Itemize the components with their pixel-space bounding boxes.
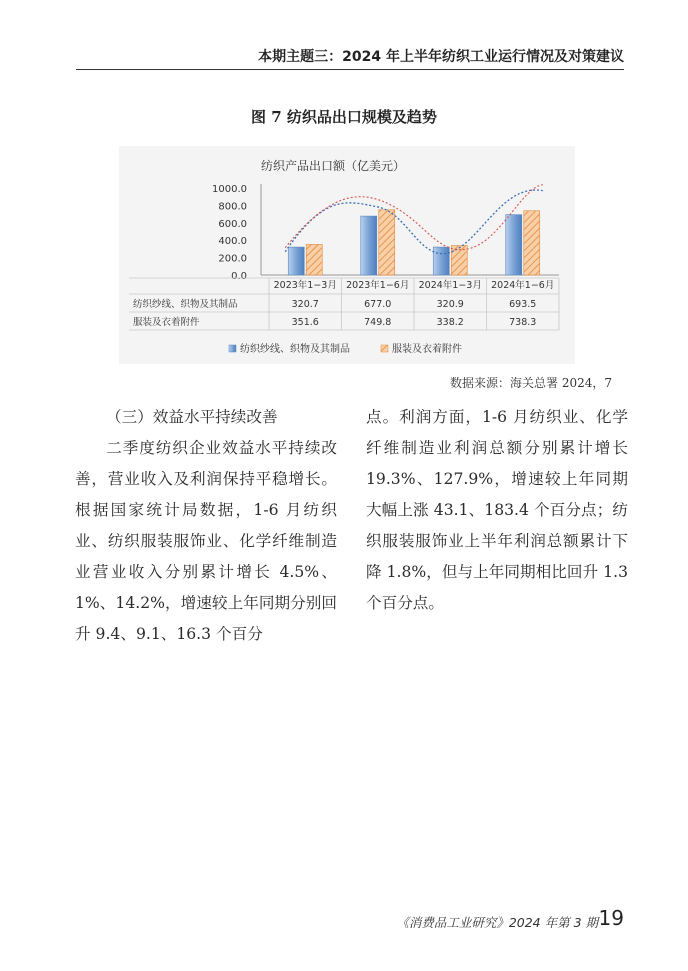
trend-line	[285, 185, 543, 250]
figure-source: 数据来源：海关总署 2024，7	[450, 376, 612, 390]
legend-swatch-textile	[229, 345, 236, 352]
table-value: 738.3	[509, 317, 537, 328]
bar-apparel	[306, 244, 322, 275]
running-header: 本期主题三：2024 年上半年纺织工业运行情况及对策建议	[258, 49, 624, 65]
y-tick-label: 800.0	[218, 201, 247, 213]
page-number: 19	[598, 906, 624, 930]
bar-apparel	[379, 210, 395, 275]
y-tick-label: 0.0	[231, 271, 247, 282]
table-value: 677.0	[364, 299, 392, 310]
left-column	[75, 402, 337, 650]
x-category-label: 2024年1−3月	[418, 280, 482, 291]
figure-title: 图 7 纺织品出口规模及趋势	[251, 108, 437, 126]
y-tick-label: 1000.0	[212, 184, 247, 195]
chart-title: 纺织产品出口额（亿美元）	[261, 159, 406, 173]
bar-apparel	[524, 211, 540, 275]
legend-swatch-apparel	[381, 345, 388, 352]
y-tick-label: 600.0	[218, 218, 247, 230]
table-row-label: 纺织纱线、织物及其制品	[133, 299, 238, 310]
y-tick-label: 400.0	[218, 236, 247, 248]
body-paragraph-continued: 点。利润方面，1-6 月纺织业、化学纤维制造业利润总额分别累计增长 19.3%、127.9%，增速较上年同期大幅上涨 43.1、183.4 个百分点；纺织服装服饰业上半年利润总额累计下降 1.8%，但与上年同期相比回升 1.3 个百分点。	[366, 408, 628, 612]
chart-container	[119, 146, 575, 364]
x-category-label: 2023年1−3月	[273, 280, 337, 291]
table-value: 693.5	[509, 299, 537, 310]
x-category-label: 2023年1−6月	[346, 280, 410, 291]
y-tick-label: 200.0	[218, 253, 247, 265]
legend-label: 服装及衣着附件	[392, 344, 462, 355]
table-value: 749.8	[364, 317, 392, 328]
bar-textile	[506, 215, 522, 275]
bar-textile	[288, 247, 304, 275]
journal-footer: 《消费品工业研究》2024 年第 3 期	[396, 915, 598, 930]
table-value: 320.7	[291, 299, 319, 310]
table-value: 320.9	[436, 299, 464, 310]
header-rule	[76, 69, 624, 70]
trend-line	[285, 190, 543, 254]
x-category-label: 2024年1−6月	[491, 280, 555, 291]
table-row-label: 服装及衣着附件	[133, 317, 200, 328]
table-value: 351.6	[291, 317, 319, 328]
right-column	[366, 402, 628, 619]
export-chart	[119, 146, 575, 364]
body-paragraph: 二季度纺织企业效益水平持续改善，营业收入及利润保持平稳增长。根据国家统计局数据，1-6 月纺织业、纺织服装服饰业、化学纤维制造业营业收入分别累计增长 4.5%、1%、14.2%，增速较上年同期分别回升 9.4、9.1、16.3 个百分	[75, 439, 337, 643]
bar-textile	[361, 216, 377, 275]
section-heading: （三）效益水平持续改善	[106, 408, 278, 426]
table-value: 338.2	[436, 317, 464, 328]
legend-label: 纺织纱线、织物及其制品	[240, 344, 350, 355]
bar-textile	[433, 247, 449, 275]
